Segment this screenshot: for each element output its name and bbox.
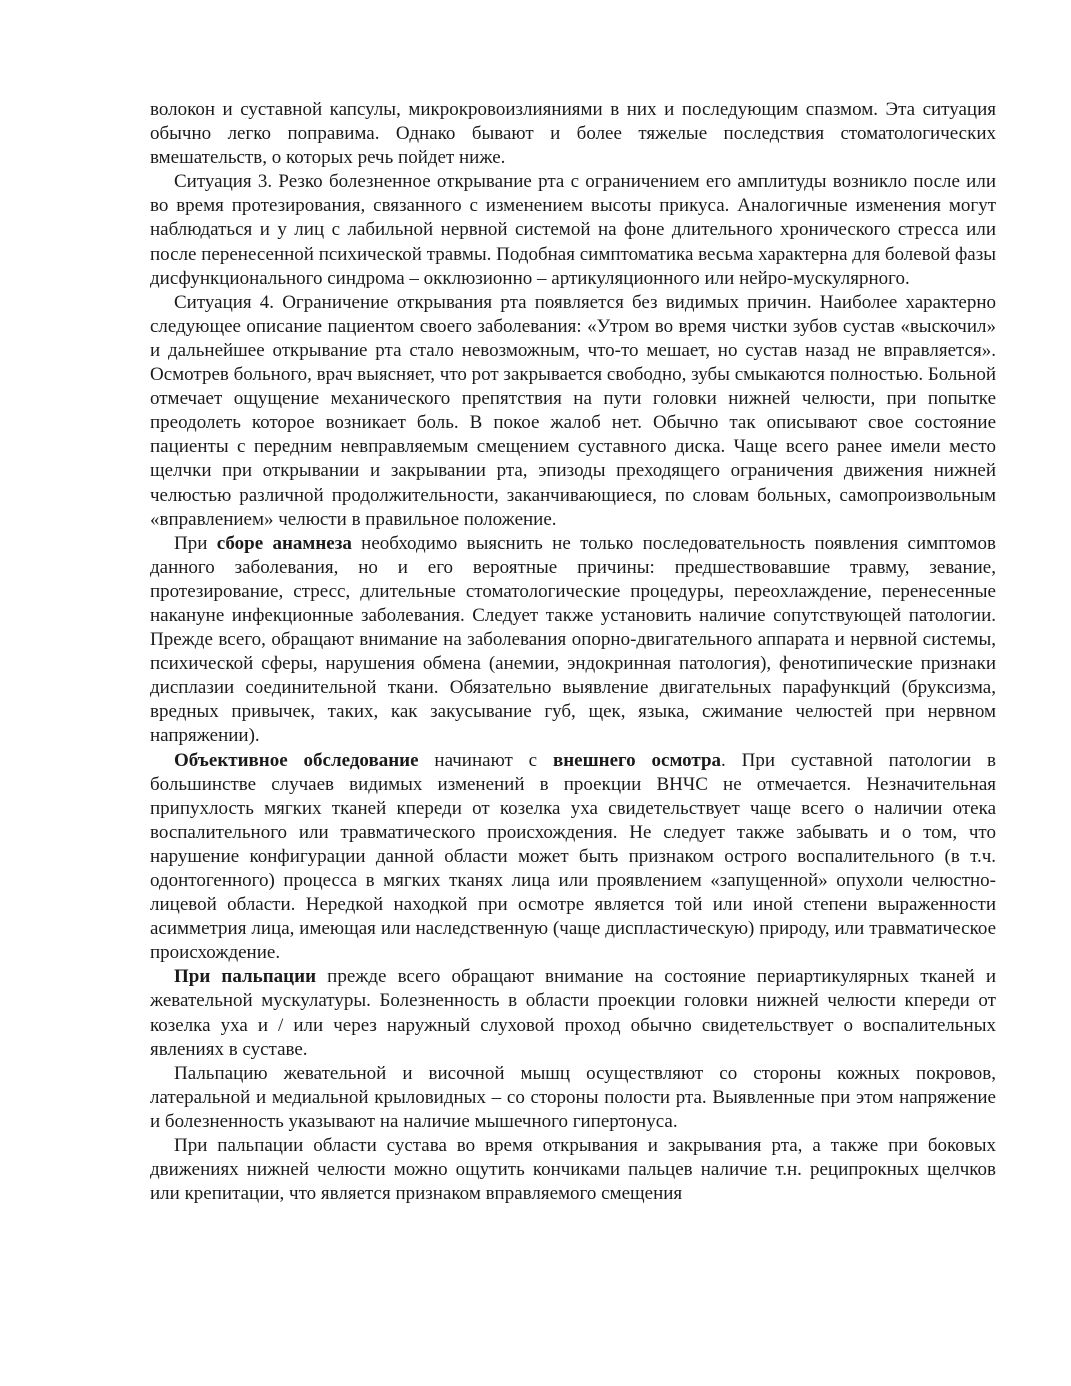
paragraph-1-text: волокон и суставной капсулы, микрокровоизлияниями в них и последующим спазмом. Эта ситуация обычно легко поправима. Однако бывают и более тяжелые последствия стоматологических вмешательств, о которых речь пойдет ниже. (150, 99, 996, 169)
paragraph-objective-exam (150, 749, 996, 966)
paragraph-situation-4-text: Ситуация 4. Ограничение открывания рта появляется без видимых причин. Наиболее характерно следующее описание пациентом своего заболевания: «Утром во время чистки зубов сустав «выскочил» и дальнейшее открывание рта стало невозможным, что-то мешает, но сустав назад не вправляется». Осмотрев больного, врач выясняет, что рот закрывается свободно, зубы смыкаются полностью. Больной отмечает ощущение механического препятствия на пути головки нижней челюсти, при попытке преодолеть которое возникает боль. В покое жалоб нет. Обычно так описывают свое состояние пациенты с передним невправляемым смещением суставного диска. Чаще всего ранее имели место щелчки при открывании и закрывании рта, эпизоды преходящего ограничения движения нижней челюстью различной продолжительности, заканчивающиеся, по словам больных, самопроизвольным «вправлением» челюсти в правильное положение. (150, 291, 996, 530)
joint-palpation-text: При пальпации области сустава во время открывания и закрывания рта, а также при боковых движениях нижней челюсти можно ощутить кончиками пальцев наличие т.н. реципрокных щелчков или крепитации, что является признаком вправляемого смещения (150, 1135, 996, 1205)
objective-exam-bold-term: Объективное обследование (174, 749, 419, 771)
paragraph-muscle-palpation (150, 1062, 996, 1134)
external-exam-bold-term: внешнего осмотра (552, 749, 722, 771)
paragraph-situation-4 (150, 291, 996, 532)
document-page (150, 98, 996, 1206)
anamnesis-bold-term: сборе анамнеза (216, 532, 352, 554)
objective-exam-body-text: . При суставной патологии в большинстве случаев видимых изменений в проекции ВНЧС не отмечается. Незначительная припухлость мягких тканей кпереди от козелка уха свидетельствует чаще всего о наличии отека воспалительного или травматического происхождения. Не следует также забывать и о том, что нарушение конфигурации данной области может быть признаком острого воспалительного (в т.ч. одонтогенного) процесса в мягких тканях лица или проявлением «запущенной» опухоли челюстно-лицевой области. Нередкой находкой при осмотре является той или иной степени выраженности асимметрия лица, имеющая или наследственную (чаще диспластическую) природу, или травматическое происхождение. (150, 749, 996, 964)
anamnesis-lead-text: При (174, 532, 217, 554)
objective-exam-connector-text: начинают с (418, 749, 553, 771)
palpation-body-text: прежде всего обращают внимание на состояние периартикулярных тканей и жевательной мускулатуры. Болезненность в области проекции головки нижней челюсти кпереди от козелка уха и / или через наружный слуховой проход обычно свидетельствует о воспалительных явлениях в суставе. (150, 966, 996, 1060)
paragraph-1 (150, 98, 996, 170)
paragraph-situation-3 (150, 170, 996, 290)
palpation-bold-term: При пальпации (174, 966, 317, 988)
anamnesis-body-text: необходимо выяснить не только последовательность появления симптомов данного заболевания, но и его вероятные причины: предшествовавшие травму, зевание, протезирование, стресс, длительные стоматологические процедуры, переохлаждение, перенесенные накануне инфекционные заболевания. Следует также установить наличие сопутствующей патологии. Прежде всего, обращают внимание на заболевания опорно-двигательного аппарата и нервной системы, психической сферы, нарушения обмена (анемии, эндокринная патология), фенотипические признаки дисплазии соединительной ткани. Обязательно выявление двигательных парафункций (бруксизма, вредных привычек, таких, как закусывание губ, щек, языка, сжимание челюстей при нервном напряжении). (150, 532, 996, 747)
paragraph-anamnesis (150, 532, 996, 749)
paragraph-joint-palpation (150, 1134, 996, 1206)
muscle-palpation-text: Пальпацию жевательной и височной мышц осуществляют со стороны кожных покровов, латеральной и медиальной крыловидных – со стороны полости рта. Выявленные при этом напряжение и болезненность указывают на наличие мышечного гипертонуса. (150, 1062, 996, 1132)
paragraph-palpation (150, 965, 996, 1061)
paragraph-situation-3-text: Ситуация 3. Резко болезненное открывание рта с ограничением его амплитуды возникло после или во время протезирования, связанного с изменением высоты прикуса. Аналогичные изменения могут наблюдаться и у лиц с лабильной нервной системой на фоне длительного хронического стресса или после перенесенной психической травмы. Подобная симптоматика весьма характерна для болевой фазы дисфункционального синдрома – окклюзионно – артикуляционного или нейро-мускулярного. (150, 171, 997, 289)
